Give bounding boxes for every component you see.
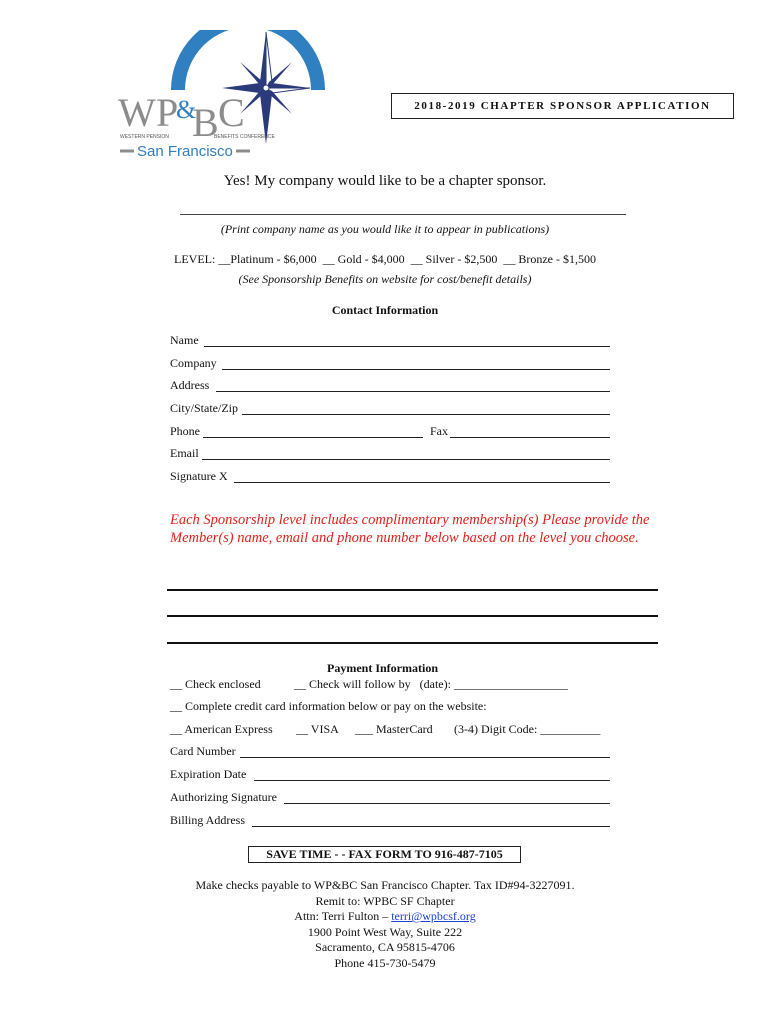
level-options[interactable]: LEVEL: __Platinum - $6,000 __ Gold - $4,000 __ Silver - $2,500 __ Bronze - $1,500	[174, 252, 596, 266]
city-state-zip-field[interactable]	[170, 401, 610, 417]
svg-text:B: B	[192, 100, 219, 145]
payable-line: Make checks payable to WP&BC San Francisco Chapter. Tax ID#94-3227091.	[195, 878, 575, 892]
member-line-1[interactable]	[167, 589, 658, 591]
membership-note: Each Sponsorship level includes complimentary membership(s) Please provide the Member(s) name, email and phone number below based on the level you choose.	[170, 512, 650, 546]
card-number-label: Card Number	[170, 744, 236, 758]
authorizing-signature-field[interactable]	[170, 790, 610, 806]
contact-heading: Contact Information	[331, 303, 439, 317]
check-enclosed-option[interactable]: __ Check enclosed	[170, 677, 261, 691]
svg-text:W: W	[118, 90, 156, 135]
member-line-2[interactable]	[167, 615, 658, 617]
svg-text:BENEFITS CONFERENCE: BENEFITS CONFERENCE	[214, 134, 275, 140]
billing-address-field[interactable]	[170, 813, 610, 829]
email-label: Email	[170, 446, 199, 460]
expiration-label: Expiration Date	[170, 767, 247, 781]
phone-fax-field[interactable]	[170, 424, 610, 440]
fax-label: Fax	[430, 424, 448, 438]
name-input-line[interactable]	[204, 346, 610, 347]
amex-option[interactable]: __ American Express	[170, 722, 273, 736]
member-line-3[interactable]	[167, 642, 658, 644]
fax-banner: SAVE TIME - - FAX FORM TO 916-487-7105	[248, 846, 521, 863]
city-state-zip-label: City/State/Zip	[170, 401, 238, 415]
signature-field[interactable]	[170, 469, 610, 485]
email-field[interactable]	[170, 446, 610, 462]
email-input-line[interactable]	[202, 459, 610, 460]
digit-code-field[interactable]: (3-4) Digit Code: __________	[454, 722, 601, 736]
signature-input-line[interactable]	[234, 482, 610, 483]
fax-input-line[interactable]	[450, 437, 610, 438]
company-name-line[interactable]	[180, 214, 626, 215]
level-note: (See Sponsorship Benefits on website for cost/benefit details)	[238, 272, 532, 286]
visa-option[interactable]: __ VISA	[296, 722, 339, 736]
wpbc-logo	[116, 30, 326, 162]
city-line: Sacramento, CA 95815-4706	[315, 940, 455, 954]
card-number-field[interactable]	[170, 744, 610, 760]
remit-block	[0, 878, 770, 971]
form-title: 2018-2019 CHAPTER SPONSOR APPLICATION	[391, 93, 734, 119]
city-state-zip-input-line[interactable]	[242, 414, 610, 415]
payment-heading: Payment Information	[327, 661, 438, 675]
name-field[interactable]	[170, 333, 610, 349]
svg-text:&: &	[176, 95, 197, 124]
email-link[interactable]: terri@wpbcsf.org	[391, 909, 476, 923]
address-label: Address	[170, 378, 210, 392]
headline: Yes! My company would like to be a chapter sponsor.	[223, 173, 547, 189]
svg-text:WESTERN PENSION: WESTERN PENSION	[120, 134, 169, 140]
card-number-input-line[interactable]	[240, 757, 610, 758]
address-field[interactable]	[170, 378, 610, 394]
remit-to-line: Remit to: WPBC SF Chapter	[315, 893, 455, 908]
name-label: Name	[170, 333, 199, 347]
phone-line: Phone 415-730-5479	[334, 955, 436, 970]
company-name-hint: (Print company name as you would like it to appear in publications)	[220, 222, 550, 236]
check-follow-option[interactable]: __ Check will follow by (date): ___________________	[294, 677, 568, 691]
authorizing-signature-input-line[interactable]	[284, 803, 610, 804]
compass-logo-icon	[116, 30, 326, 162]
attn-label: Attn: Terri Fulton –	[294, 909, 392, 923]
company-field[interactable]	[170, 356, 610, 372]
svg-text:P: P	[156, 90, 179, 135]
svg-text:C: C	[218, 90, 245, 135]
billing-address-label: Billing Address	[170, 813, 246, 827]
billing-address-input-line[interactable]	[252, 826, 610, 827]
mastercard-option[interactable]: ___ MasterCard	[355, 722, 433, 736]
company-input-line[interactable]	[222, 369, 610, 370]
authorizing-signature-label: Authorizing Signature	[170, 790, 277, 804]
signature-label: Signature X	[170, 469, 228, 483]
company-label: Company	[170, 356, 217, 370]
expiration-input-line[interactable]	[254, 780, 610, 781]
address-input-line[interactable]	[216, 391, 610, 392]
attn-line	[0, 909, 770, 925]
street-line: 1900 Point West Way, Suite 222	[307, 924, 463, 939]
svg-text:San Francisco: San Francisco	[137, 143, 233, 160]
phone-label: Phone	[170, 424, 200, 438]
phone-input-line[interactable]	[203, 437, 423, 438]
expiration-field[interactable]	[170, 767, 610, 783]
credit-card-option[interactable]: __ Complete credit card information below or pay on the website:	[170, 699, 487, 713]
